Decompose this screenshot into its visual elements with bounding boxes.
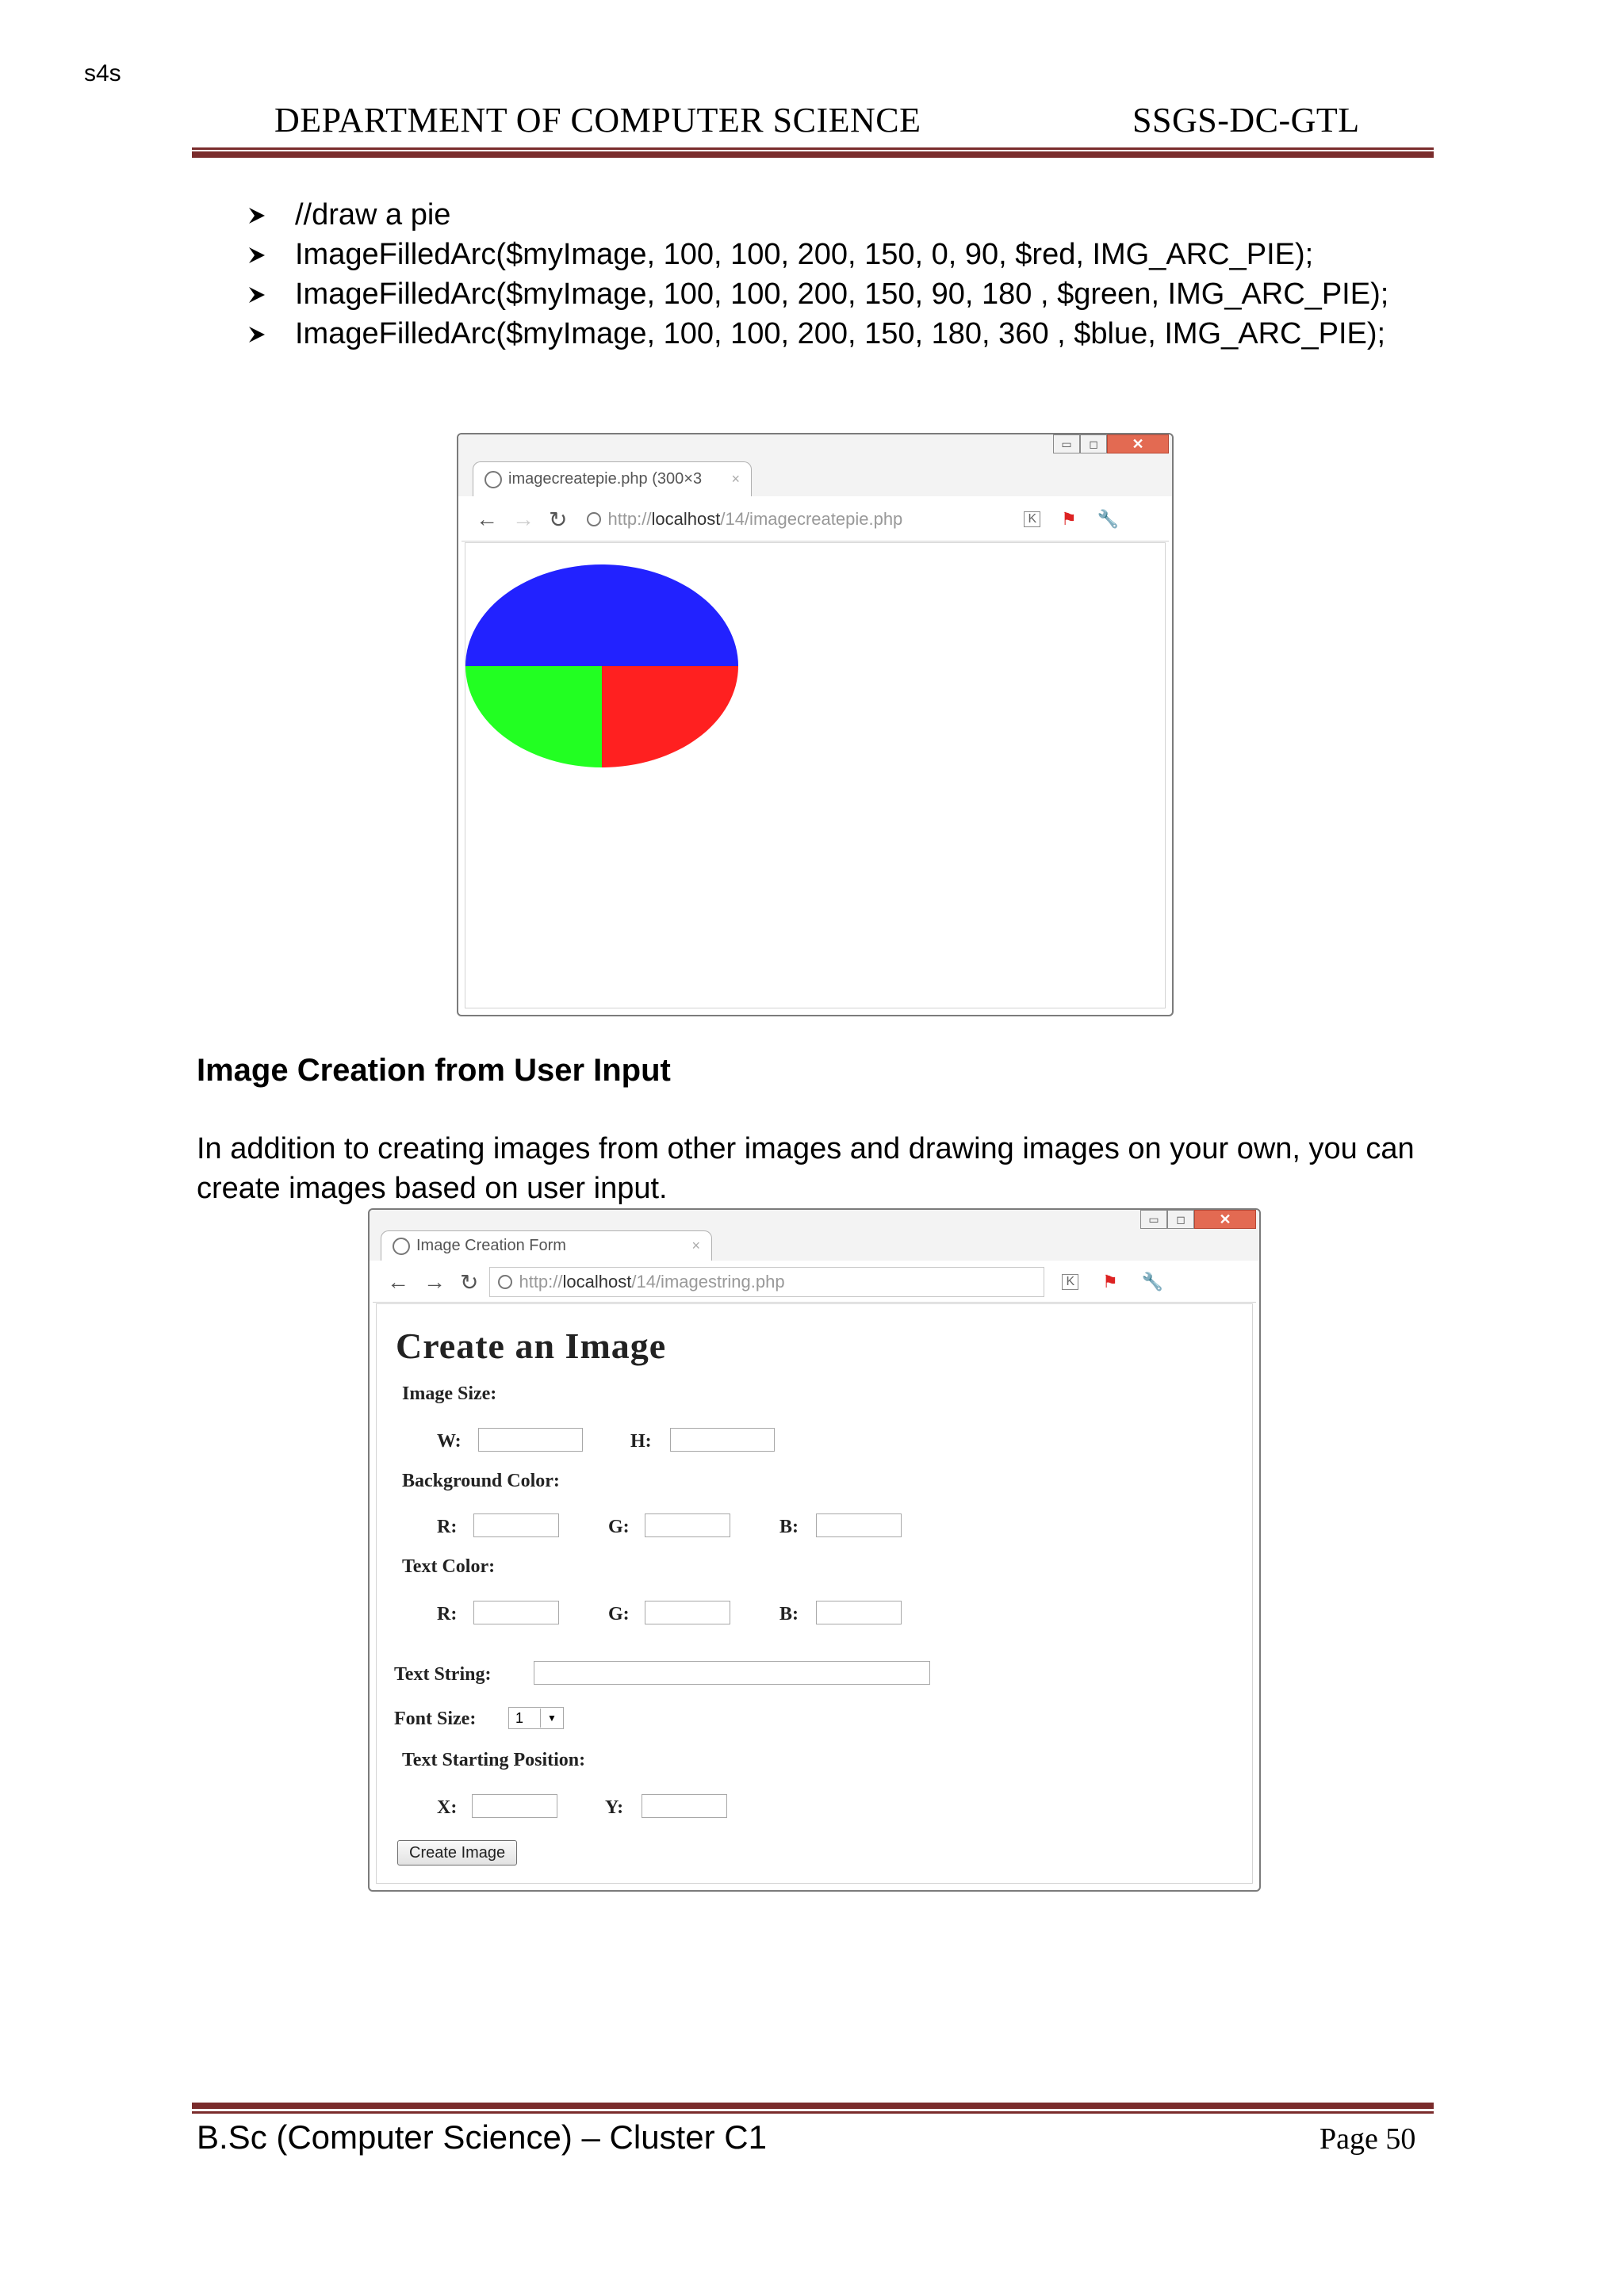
extension-icon[interactable]: ⚑ — [1102, 1272, 1118, 1292]
bg-green-input[interactable] — [645, 1513, 730, 1537]
url-scheme: http:// — [519, 1272, 563, 1292]
bookmark-icon[interactable]: K — [1062, 1274, 1078, 1290]
height-input[interactable] — [670, 1428, 775, 1452]
bg-blue-label: B: — [779, 1517, 799, 1537]
arrow-bullet-icon — [247, 325, 266, 344]
pie-slice-red — [602, 666, 738, 767]
maximize-button[interactable]: ◻ — [1167, 1210, 1194, 1229]
globe-icon — [498, 1275, 512, 1289]
text-green-label: G: — [608, 1604, 630, 1624]
create-image-button[interactable]: Create Image — [397, 1840, 517, 1866]
bullet-item — [247, 238, 1313, 272]
browser-window-form — [368, 1208, 1261, 1892]
start-position-label: Text Starting Position: — [402, 1750, 586, 1770]
pie-image — [465, 543, 751, 781]
department-code: SSGS-DC-GTL — [1132, 101, 1360, 140]
bullet-text: ImageFilledArc($myImage, 100, 100, 200, 150, 180, 360 , $blue, IMG_ARC_PIE); — [295, 317, 1386, 350]
bullet-text: //draw a pie — [295, 198, 451, 232]
text-green-input[interactable] — [645, 1601, 730, 1624]
font-size-label: Font Size: — [394, 1709, 477, 1729]
browser-tab[interactable] — [381, 1230, 712, 1261]
url-path: /14/imagecreatepie.php — [720, 509, 903, 529]
footer-rule-thin — [192, 2111, 1434, 2114]
font-size-value: 1 — [515, 1709, 524, 1726]
arrow-bullet-icon — [247, 246, 266, 265]
browser-toolbar — [462, 498, 1169, 541]
page-number: Page 50 — [1320, 2122, 1416, 2156]
reload-icon[interactable]: ↻ — [460, 1269, 479, 1295]
tab-close-icon[interactable]: × — [731, 471, 740, 487]
close-button[interactable]: ✕ — [1107, 434, 1169, 453]
chevron-down-icon[interactable]: ▼ — [540, 1709, 563, 1728]
url-path: /14/imagestring.php — [631, 1272, 785, 1292]
footer-rule-thick — [192, 2103, 1434, 2109]
window-controls — [1053, 434, 1169, 453]
url-scheme: http:// — [607, 509, 652, 529]
wrench-icon[interactable]: 🔧 — [1141, 1272, 1164, 1292]
text-blue-input[interactable] — [816, 1601, 902, 1624]
department-title: DEPARTMENT OF COMPUTER SCIENCE — [274, 101, 921, 140]
minimize-button[interactable]: ▭ — [1053, 434, 1080, 453]
pie-slice-blue — [465, 564, 738, 666]
bg-blue-input[interactable] — [816, 1513, 902, 1537]
width-input[interactable] — [478, 1428, 583, 1452]
page-viewport — [465, 542, 1166, 1008]
page-viewport — [376, 1303, 1253, 1884]
text-red-input[interactable] — [473, 1601, 559, 1624]
width-label: W: — [437, 1431, 462, 1452]
bg-red-input[interactable] — [473, 1513, 559, 1537]
reload-icon[interactable]: ↻ — [549, 507, 568, 532]
y-input[interactable] — [642, 1794, 727, 1818]
forward-icon[interactable]: → — [512, 507, 534, 531]
minimize-button[interactable]: ▭ — [1140, 1210, 1167, 1229]
background-color-label: Background Color: — [402, 1471, 560, 1491]
tab-title: Image Creation Form — [416, 1237, 566, 1254]
url-host: localhost — [651, 509, 721, 529]
section-paragraph: In addition to creating images from other images and drawing images on your own, you can create images based on user input. — [197, 1132, 1415, 1205]
url-host: localhost — [562, 1272, 632, 1292]
browser-tab[interactable] — [473, 461, 752, 496]
section-heading: Image Creation from User Input — [197, 1053, 671, 1088]
address-bar[interactable] — [489, 1267, 1044, 1297]
back-icon[interactable]: ← — [387, 1269, 409, 1294]
address-bar[interactable] — [578, 504, 1006, 534]
footer-course: B.Sc (Computer Science) – Cluster C1 — [197, 2118, 767, 2156]
header-rule-thin — [192, 147, 1434, 150]
arrow-bullet-icon — [247, 285, 266, 304]
bookmark-icon[interactable]: K — [1024, 511, 1040, 527]
image-size-label: Image Size: — [402, 1383, 497, 1404]
extension-icon[interactable]: ⚑ — [1061, 509, 1077, 529]
text-color-label: Text Color: — [402, 1556, 496, 1577]
globe-icon — [393, 1238, 410, 1255]
text-red-label: R: — [437, 1604, 458, 1624]
window-titlebar — [370, 1210, 1259, 1261]
bullet-text: ImageFilledArc($myImage, 100, 100, 200, 150, 0, 90, $red, IMG_ARC_PIE); — [295, 238, 1314, 271]
x-label: X: — [437, 1797, 458, 1818]
back-icon[interactable]: ← — [476, 507, 498, 531]
window-titlebar — [458, 434, 1172, 496]
tab-title: imagecreatepie.php (300×3 — [508, 470, 703, 488]
globe-icon — [485, 471, 502, 488]
bg-red-label: R: — [437, 1517, 458, 1537]
header-rule-thick — [192, 151, 1434, 158]
pie-slice-green — [465, 666, 602, 767]
bullet-item — [247, 198, 450, 232]
x-input[interactable] — [472, 1794, 557, 1818]
bullet-item — [247, 277, 1388, 312]
close-button[interactable]: ✕ — [1194, 1210, 1256, 1229]
height-label: H: — [630, 1431, 652, 1452]
text-string-input[interactable] — [534, 1661, 930, 1685]
text-blue-label: B: — [779, 1604, 799, 1624]
bg-green-label: G: — [608, 1517, 630, 1537]
y-label: Y: — [605, 1797, 624, 1818]
form-title: Create an Image — [396, 1326, 667, 1366]
page-tag: s4s — [84, 60, 121, 86]
window-controls — [1140, 1210, 1256, 1229]
browser-toolbar — [373, 1262, 1256, 1303]
tab-close-icon[interactable]: × — [691, 1238, 700, 1253]
arrow-bullet-icon — [247, 206, 266, 225]
font-size-select[interactable] — [508, 1707, 564, 1729]
text-string-label: Text String: — [394, 1664, 492, 1685]
globe-icon — [587, 512, 601, 526]
maximize-button[interactable]: ◻ — [1080, 434, 1107, 453]
bullet-item — [247, 317, 1385, 351]
browser-window-pie — [457, 433, 1174, 1016]
bullet-text: ImageFilledArc($myImage, 100, 100, 200, 150, 90, 180 , $green, IMG_ARC_PIE); — [295, 277, 1389, 311]
wrench-icon[interactable]: 🔧 — [1097, 509, 1120, 529]
forward-icon[interactable]: → — [423, 1269, 446, 1294]
